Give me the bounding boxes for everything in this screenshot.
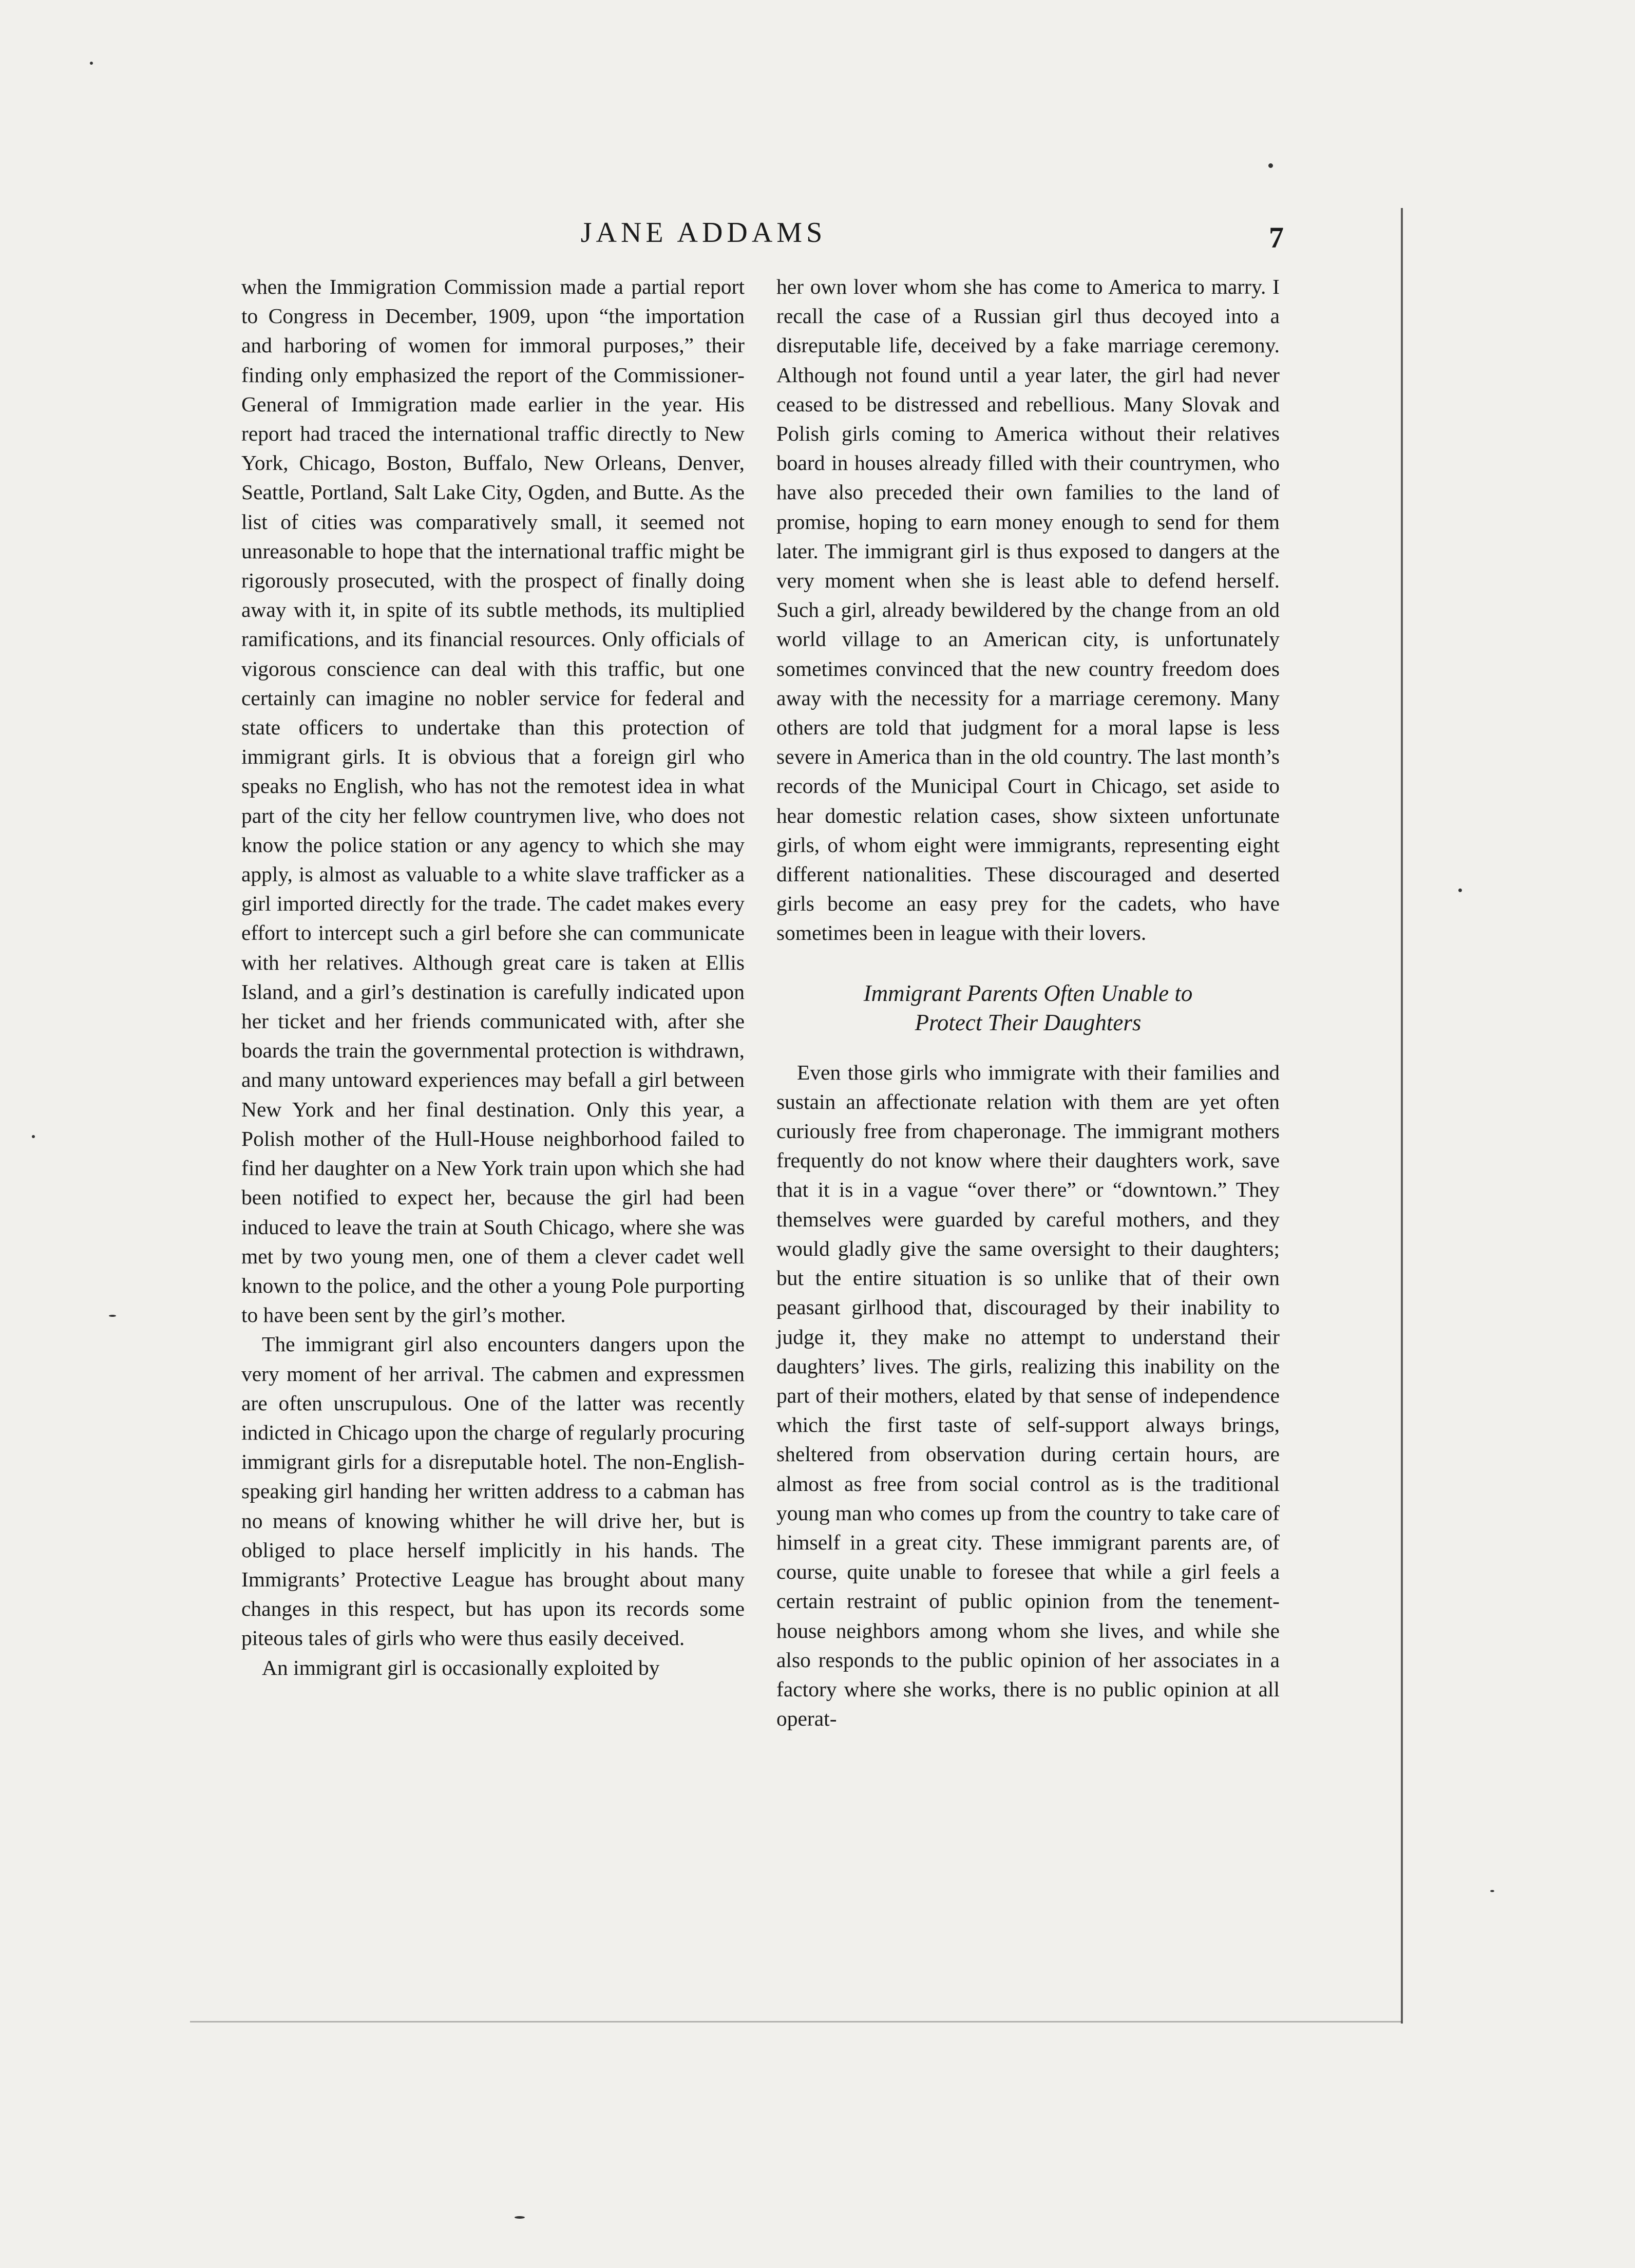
page-edge-rule <box>1401 208 1403 2024</box>
paragraph: The immigrant girl also encounters dangers upon the very moment of her arrival. The cabmen and expressmen are often unscrupulous. One of the latter was recently indicted in Chicago upon the charge of regularly procuring immigrant girls for a disreputable hotel. The non-English-speaking girl handing her written address to a cabman has no means of knowing whither he will drive her, but is obliged to place herself implicitly in his hands. The Immigrants’ Protective League has brought about many changes in this respect, but has upon its records some piteous tales of girls who were thus easily deceived. <box>241 1332 745 1650</box>
scan-speck <box>32 1135 35 1138</box>
page-number: 7 <box>1269 221 1284 254</box>
scan-speck <box>1268 163 1273 168</box>
page-bottom-rule <box>190 2021 1402 2023</box>
section-heading-line: Immigrant Parents Often Unable to <box>863 980 1193 1006</box>
paragraph: when the Immigration Commission made a partial report to Congress in December, 1909, upon “the importation and harboring of women for immoral purposes,” their finding only emphasized the report of the Commissioner-General of Immigration made earlier in the year. His report had traced the international traffic directly to New York, Chicago, Boston, Buffalo, New Orleans, Denver, Seattle, Portland, Salt Lake City, Ogden, and Butte. As the list of cities was comparatively small, it seemed not unreasonable to hope that the international traffic might be rigorously prosecuted, with the prospect of finally doing away with it, in spite of its subtle methods, its multiplied ramifications, and its financial resources. Only officials of vigorous conscience can deal with this traffic, but one certainly can imagine no nobler service for federal and state officers to undertake than this protection of immigrant girls. It is obvious that a foreign girl who speaks no English, who has not the remotest idea in what part of the city her fellow countrymen live, who does not know the police station or any agency to which she may apply, is almost as valuable to a white slave trafficker as a girl imported directly for the trade. The cadet makes every effort to intercept such a girl before she can communicate with her relatives. Although great care is taken at Ellis Island, and a girl’s destination is carefully indicated upon her ticket and her friends communicated with, after she boards the train the governmental protection is withdrawn, and many untoward experiences may befall a girl between New York and her final destination. Only this year, a Polish mother of the Hull-House neighborhood failed to find her daughter on a New York train upon which she had been notified to expect her, because the girl had been induced to leave the train at South Chicago, where she was met by two young men, one of them a clever cadet well known to the police, and the other a young Pole purporting to have been sent by the girl’s mother. <box>241 275 745 1327</box>
section-heading-line: Protect Their Daughters <box>915 1009 1142 1035</box>
right-column <box>776 272 1280 1733</box>
scan-speck <box>90 62 93 65</box>
scan-speck <box>109 1315 116 1317</box>
paragraph: An immigrant girl is occasionally exploited by <box>262 1655 660 1679</box>
paragraph: her own lover whom she has come to America to marry. I recall the case of a Russian girl thus decoyed into a disreputable life, deceived by a fake marriage ceremony. Although not found until a year later, the girl had never ceased to be distressed and rebellious. Many Slovak and Polish girls coming to America without their relatives board in houses already filled with their countrymen, who have also preceded their own families to the land of promise, hoping to earn money enough to send for them later. The immigrant girl is thus exposed to dangers at the very moment when she is least able to defend herself. Such a girl, already bewildered by the change from an old world village to an American city, is unfortunately sometimes convinced that the new country freedom does away with the necessity for a marriage ceremony. Many others are told that judgment for a moral lapse is less severe in America than in the old country. The last month’s records of the Municipal Court in Chicago, set aside to hear domestic relation cases, show sixteen unfortunate girls, of whom eight were immigrants, representing eight different nationalities. These discouraged and deserted girls become an easy prey for the cadets, who have sometimes been in league with their lovers. <box>776 275 1280 945</box>
left-column <box>241 272 745 1683</box>
paragraph: Even those girls who immigrate with their families and sustain an affectionate relation with them are yet often curiously free from chaperonage. The immigrant mothers frequently do not know where their daughters work, save that it is in a vague “over there” or “downtown.” They themselves were guarded by careful mothers, and they would gladly give the same oversight to their daughters; but the entire situation is so unlike that of their own peasant girlhood that, discouraged by their inability to judge it, they make no attempt to understand their daughters’ lives. The girls, realizing this inability on the part of their mothers, elated by that sense of independence which the first taste of self-support always brings, sheltered from observation during certain hours, are almost as free from social control as is the traditional young man who comes up from the country to take care of himself in a great city. These immigrant parents are, of course, quite unable to foresee that while a girl feels a certain restraint of public opinion from the tenement-house neighbors among whom she lives, and while she also responds to the public opinion of her associates in a factory where she works, there is no public opinion at all operat- <box>776 1060 1280 1731</box>
scan-speck <box>1458 889 1462 892</box>
running-header: JANE ADDAMS <box>580 217 827 249</box>
scan-speck <box>515 2216 525 2219</box>
scan-speck <box>1490 1890 1494 1892</box>
section-heading <box>776 979 1280 1037</box>
